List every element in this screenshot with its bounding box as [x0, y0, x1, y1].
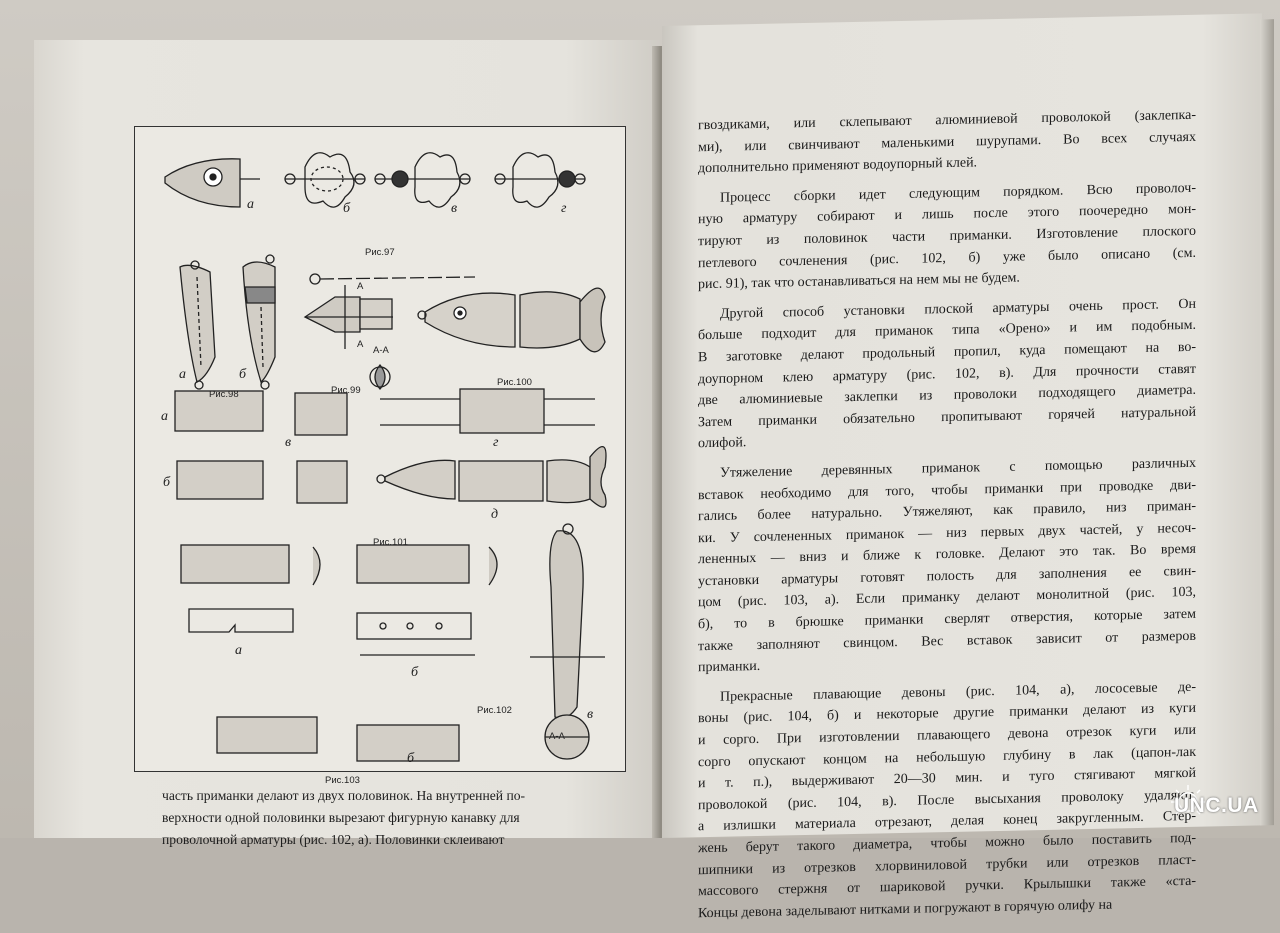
text-line: и т. п.), выдерживают 20—30 мин. и туго стягивают мягкой — [698, 766, 1196, 792]
text-line: гались более натурально. Утяжеляют, как правило, низ приман- — [698, 498, 1196, 525]
text-line: петлевого сочленения (рис. 102, б) уже было описано (см. — [698, 245, 1196, 271]
letter-97v: в — [451, 201, 458, 216]
text-line: доупорном клею арматуру (рис. 102, в). Для прочности ставят — [698, 361, 1196, 387]
page-edges — [1260, 19, 1274, 825]
text-line: Другой способ установки плоской арматуры очень прост. Он — [720, 296, 1196, 322]
caption-fig97: Рис.97 — [365, 247, 395, 258]
text-line: приманки. — [698, 659, 761, 676]
right-page-text — [698, 105, 1196, 933]
text-line: установки арматуры готовят полость для заполнения ее свин- — [698, 563, 1196, 590]
letter-97a: а — [247, 197, 254, 212]
text-line: В заготовке делают продольный пропил, куда помещают на во- — [698, 339, 1196, 366]
text-line: Концы девона заделывают нитками и погружают в горячую олифу на — [698, 897, 1113, 922]
paragraph — [698, 677, 1196, 925]
text-line: гвоздиками, или склепывают алюминиевой проволокой (заклепка- — [698, 107, 1196, 134]
right-page — [662, 13, 1262, 922]
letter-101g: г — [493, 435, 499, 450]
text-line: цом (рис. 103, а). Если приманку делают монолитной (рис. 103, — [698, 585, 1196, 611]
letter-103b: б — [407, 751, 415, 766]
left-page-text — [162, 785, 642, 851]
text-line: а излишки материала отрезают, делая конец закругленным. Стер- — [698, 809, 1196, 835]
letter-102a: а — [235, 643, 242, 658]
text-line: ную арматуру собирают и лишь после этого поочередно мон- — [698, 202, 1196, 228]
letter-102v: в — [587, 707, 594, 722]
letter-97b: б — [343, 201, 351, 216]
watermark — [1160, 778, 1270, 834]
caption-fig101: Рис.101 — [373, 537, 408, 548]
text-line: вставок необходимо для того, чтобы приманки при проводке дви- — [698, 477, 1196, 503]
paragraph — [698, 453, 1196, 679]
text-line: рис. 91), так что останавливаться на нем мы не будем. — [698, 270, 1020, 293]
caption-fig100: Рис.100 — [497, 377, 532, 388]
text-line: лененных — вниз и ближе к головке. Делают это так. Во время — [698, 542, 1196, 568]
section-label-102: А-А — [549, 731, 565, 742]
letter-101a: а — [161, 409, 168, 424]
letter-101d: д — [491, 507, 499, 522]
text-line: Затем приманки обязательно пропитывают горячей натуральной — [698, 404, 1196, 430]
left-line: проволочной арматуры (рис. 102, а). Половинки склеивают — [162, 832, 505, 847]
text-line: две алюминиевые заклепки из проволоки подходящего диаметра. — [698, 382, 1196, 409]
text-line: воны (рис. 104, б) и некоторые другие приманки делают из куги — [698, 701, 1196, 727]
text-line: также заполняют свинцом. Вес вставок зависит от размеров — [698, 628, 1196, 654]
text-line: б), то в брюшке приманки сверлят отверстия, которые затем — [698, 606, 1196, 633]
figure-drawings — [135, 127, 625, 771]
caption-fig103: Рис.103 — [325, 775, 360, 786]
text-line: проволокой (рис. 104, в). После высыхания проволоку удаляют, — [698, 787, 1196, 814]
paragraph — [698, 178, 1196, 296]
caption-fig98: Рис.98 — [209, 389, 239, 400]
text-line: ми), или свинчивают маленькими шурупами. Во всех случаях — [698, 129, 1196, 155]
letter-98a: а — [179, 367, 186, 382]
text-line: дополнительно применяют водоупорный клей. — [698, 155, 978, 177]
arrow-label-top: А — [357, 281, 364, 292]
watermark-text: UNC.UA — [1174, 794, 1259, 817]
paragraph — [698, 105, 1196, 180]
section-label-99: А-А — [373, 345, 389, 356]
arrow-label-bottom: А — [357, 339, 364, 350]
left-line: часть приманки делают из двух половинок. На внутренней по- — [162, 788, 526, 803]
left-line: верхности одной половинки вырезают фигурную канавку для — [162, 810, 520, 825]
open-book — [34, 26, 1274, 922]
text-line: шипники из отрезков хлорвиниловой трубки или отрезков пласт- — [698, 852, 1196, 878]
text-line: тируют из половинок части приманки. Изготовление плоского — [698, 223, 1196, 250]
paragraph — [698, 294, 1196, 456]
text-line: Прекрасные плавающие девоны (рис. 104, а), лососевые де- — [720, 679, 1196, 705]
text-line: сорго опускают концом на небольшую глубину в лак (цапон-лак — [698, 744, 1196, 770]
text-line: Утяжеление деревянных приманок с помощью различных — [720, 455, 1196, 481]
text-line: больше подходит для приманок типа «Орено» и им подобным. — [698, 318, 1196, 344]
text-line: массового стержня от шариковой ручки. Крылышки также «ста- — [698, 874, 1196, 900]
caption-fig99: Рис.99 — [331, 385, 361, 396]
left-page — [34, 40, 660, 847]
text-line: жень берут такого диаметра, чтобы можно было поставить под- — [698, 830, 1196, 857]
text-line: ки. У сочлененных приманок — низ первых двух частей, у несоч- — [698, 520, 1196, 546]
letter-101b: б — [163, 475, 171, 490]
letter-102b: б — [411, 665, 419, 680]
caption-fig102: Рис.102 — [477, 705, 512, 716]
text-line: Процесс сборки идет следующим порядком. Всю проволоч- — [720, 180, 1196, 206]
letter-101v: в — [285, 435, 292, 450]
figure-frame — [134, 126, 626, 786]
letter-98b: б — [239, 367, 247, 382]
text-line: и сорго. При изготовлении плавающего девона отрезок куги или — [698, 722, 1196, 749]
text-line: олифой. — [698, 435, 747, 452]
letter-97g: г — [561, 201, 567, 216]
